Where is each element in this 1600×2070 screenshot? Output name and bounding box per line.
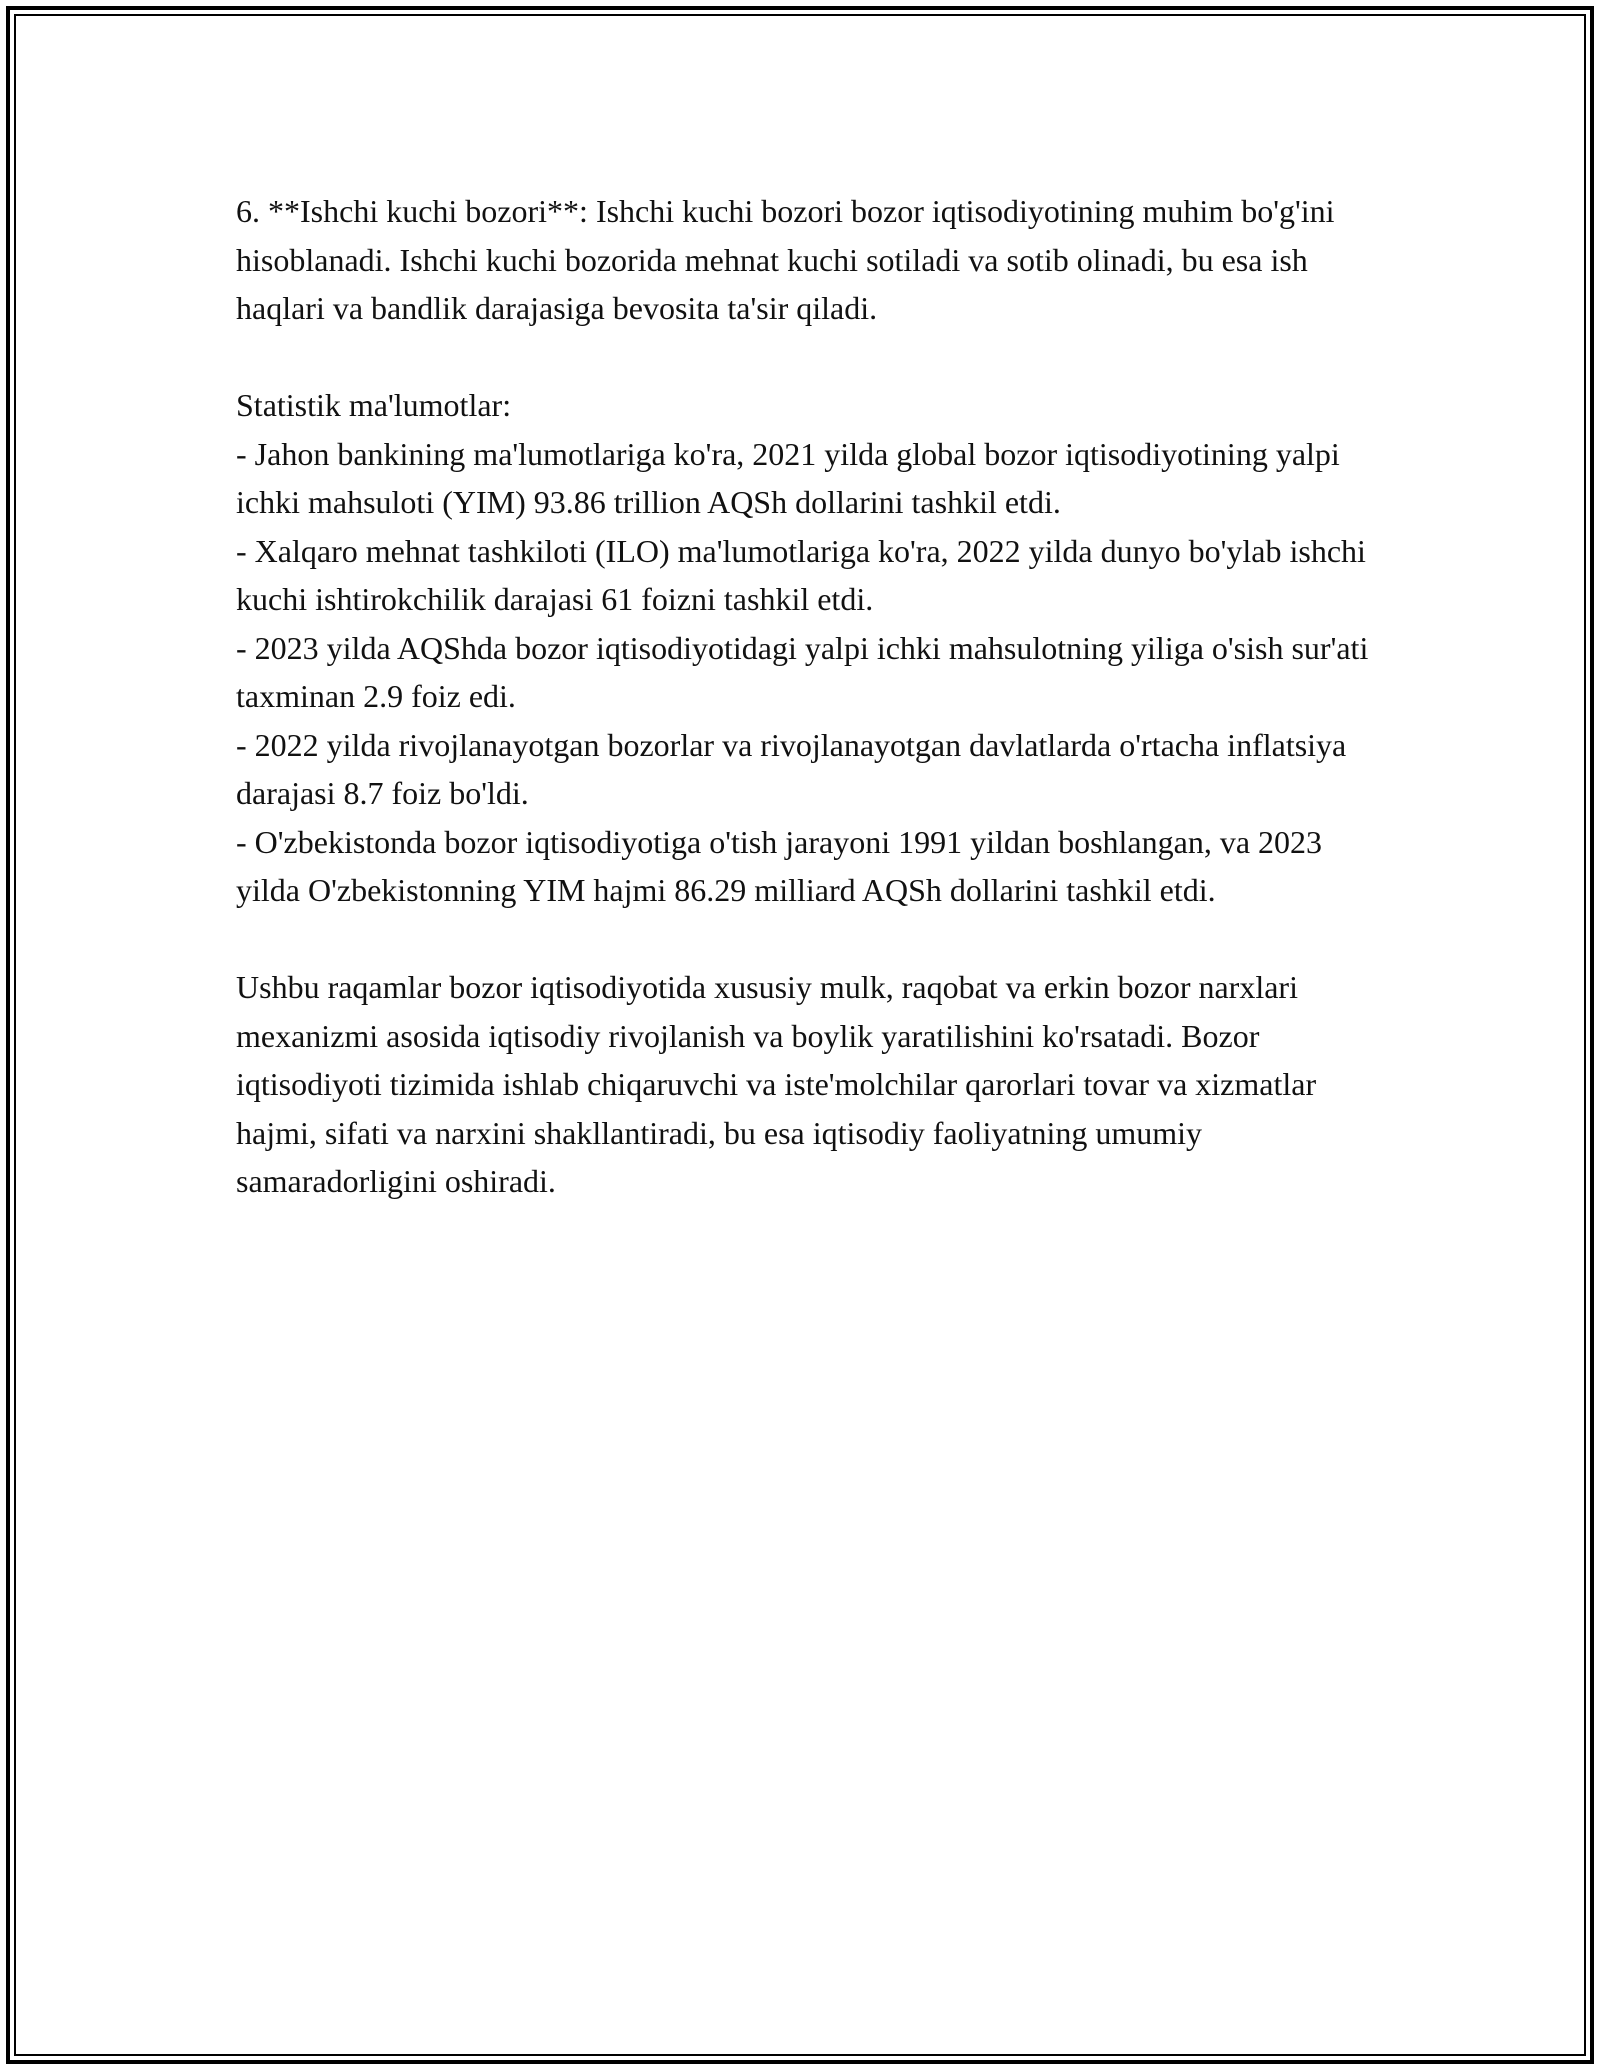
statistics-section — [236, 381, 1376, 915]
statistics-item: - O'zbekistonda bozor iqtisodiyotiga o'tish jarayoni 1991 yildan boshlangan, va 2023 yilda O'zbekistonning YIM hajmi 86.29 milliard AQSh dollarini tashkil etdi. — [236, 823, 1323, 908]
statistics-item: - Xalqaro mehnat tashkiloti (ILO) ma'lumotlariga ko'ra, 2022 yilda dunyo bo'ylab ishchi kuchi ishtirokchilik darajasi 61 foizni tashkil etdi. — [236, 532, 1366, 617]
statistics-item: - 2023 yilda AQShda bozor iqtisodiyotidagi yalpi ichki mahsulotning yiliga o'sish sur'ati taxminan 2.9 foiz edi. — [236, 629, 1369, 714]
statistics-item: - 2022 yilda rivojlanayotgan bozorlar va rivojlanayotgan davlatlarda o'rtacha inflatsiya darajasi 8.7 foiz bo'ldi. — [236, 726, 1347, 811]
labor-market-paragraph: 6. **Ishchi kuchi bozori**: Ishchi kuchi bozori bozor iqtisodiyotining muhim bo'g'ini hisoblanadi. Ishchi kuchi bozorida mehnat kuchi sotiladi va sotib olinadi, bu esa ish haqlari va bandlik darajasiga bevosita ta'sir qiladi. — [236, 193, 1335, 326]
document-body — [236, 187, 1376, 1206]
statistics-heading: Statistik ma'lumotlar: — [236, 387, 512, 423]
statistics-item: - Jahon bankining ma'lumotlariga ko'ra, 2021 yilda global bozor iqtisodiyotining yalpi ichki mahsuloti (YIM) 93.86 trillion AQSh dollarini tashkil etdi. — [236, 435, 1340, 520]
conclusion-paragraph: Ushbu raqamlar bozor iqtisodiyotida xususiy mulk, raqobat va erkin bozor narxlari mexanizmi asosida iqtisodiy rivojlanish va boylik yaratilishini ko'rsatadi. Bozor iqtisodiyoti tizimida ishlab chiqaruvchi va iste'molchilar qarorlari tovar va xizmatlar hajmi, sifati va narxini shakllantiradi, bu esa iqtisodiy faoliyatning umumiy samaradorligini oshiradi. — [236, 969, 1317, 1199]
